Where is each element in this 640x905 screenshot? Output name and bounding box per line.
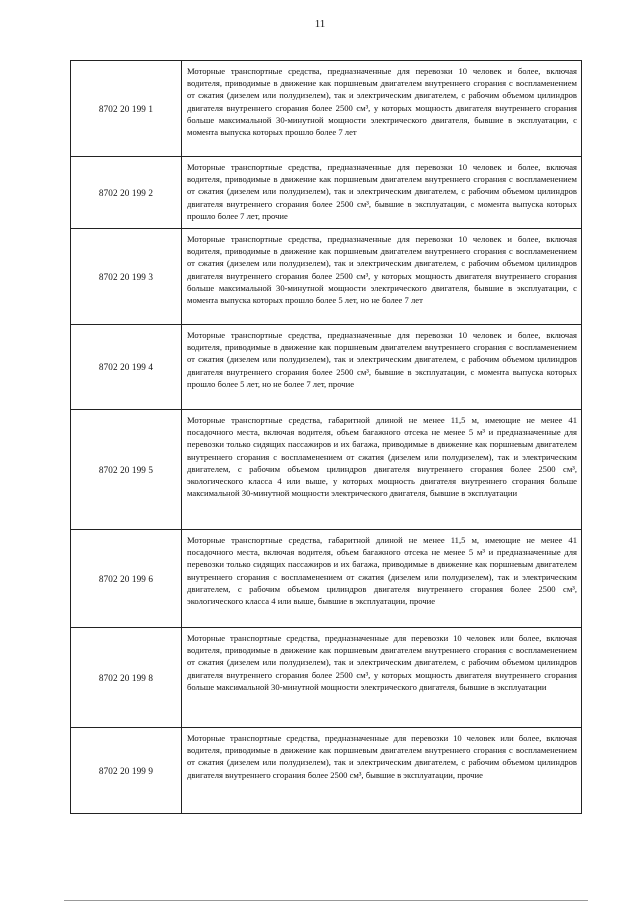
code-cell: 8702 20 199 8: [71, 628, 182, 728]
description-cell: Моторные транспортные средства, габаритной длиной не менее 11,5 м, имеющие не менее 41 посадочного места, включая водителя, объем багажного отсека не менее 5 м³ и предназначенные для перевозки только сидящих пассажиров и их багажа, приводимые в движение как поршневым двигателем внутреннего сгорания с воспламенением от сжатия (дизелем или полудизелем), так и электрическим двигателем, с рабочим объемом цилиндров двигателя внутреннего сгорания более 2500 см³, экологического класса 4 или выше, бывшие в эксплуатации, прочие: [182, 530, 582, 628]
tariff-codes-table: [70, 60, 582, 814]
table-row: [71, 61, 582, 157]
description-cell: Моторные транспортные средства, предназначенные для перевозки 10 человек или более, включая водителя, приводимые в движение как поршневым двигателем внутреннего сгорания с воспламенением от сжатия (дизелем или полудизелем), так и электрическим двигателем, с рабочим объемом цилиндров двигателя внутреннего сгорания более 2500 см³, у которых мощность двигателя внутреннего сгорания больше максимальной 30-минутной мощности электрического двигателя, бывшие в эксплуатации: [182, 628, 582, 728]
description-cell: Моторные транспортные средства, предназначенные для перевозки 10 человек и более, включая водителя, приводимые в движение как поршневым двигателем внутреннего сгорания с воспламенением от сжатия (дизелем или полудизелем), так и электрическим двигателем, с рабочим объемом цилиндров двигателя внутреннего сгорания более 2500 см³, у которых мощность двигателя внутреннего сгорания больше максимальной 30-минутной мощности электрического двигателя, бывшие в эксплуатации, с момента выпуска которых прошло более 5 лет, но не более 7 лет: [182, 229, 582, 325]
description-cell: Моторные транспортные средства, габаритной длиной не менее 11,5 м, имеющие не менее 41 посадочного места, включая водителя, объем багажного отсека не менее 5 м³ и предназначенные для перевозки только сидящих пассажиров и их багажа, приводимые в движение как поршневым двигателем внутреннего сгорания с воспламенением от сжатия (дизелем или полудизелем), так и электрическим двигателем, с рабочим объемом цилиндров двигателя внутреннего сгорания более 2500 см³, экологического класса 4 или выше, у которых мощность двигателя внутреннего сгорания больше максимальной 30-минутной мощности электрического двигателя, бывшие в эксплуатации: [182, 410, 582, 530]
description-cell: Моторные транспортные средства, предназначенные для перевозки 10 человек и более, включая водителя, приводимые в движение как поршневым двигателем внутреннего сгорания с воспламенением от сжатия (дизелем или полудизелем), так и электрическим двигателем, с рабочим объемом цилиндров двигателя внутреннего сгорания более 2500 см³, бывшие в эксплуатации, с момента выпуска которых прошло более 7 лет, прочие: [182, 157, 582, 229]
table-row: [71, 628, 582, 728]
code-cell: 8702 20 199 3: [71, 229, 182, 325]
table-row: [71, 728, 582, 814]
page-number: 11: [314, 18, 326, 30]
table-row: [71, 325, 582, 410]
table-row: [71, 410, 582, 530]
description-cell: Моторные транспортные средства, предназначенные для перевозки 10 человек и более, включая водителя, приводимые в движение как поршневым двигателем внутреннего сгорания с воспламенением от сжатия (дизелем или полудизелем), так и электрическим двигателем, с рабочим объемом цилиндров двигателя внутреннего сгорания более 2500 см³, бывшие в эксплуатации, с момента выпуска которых прошло более 5 лет, но не более 7 лет, прочие: [182, 325, 582, 410]
code-cell: 8702 20 199 6: [71, 530, 182, 628]
table-row: [71, 157, 582, 229]
description-cell: Моторные транспортные средства, предназначенные для перевозки 10 человек и более, включая водителя, приводимые в движение как поршневым двигателем внутреннего сгорания с воспламенением от сжатия (дизелем или полудизелем), так и электрическим двигателем, с рабочим объемом цилиндров двигателя внутреннего сгорания более 2500 см³, у которых мощность двигателя внутреннего сгорания больше максимальной 30-минутной мощности электрического двигателя, бывшие в эксплуатации, с момента выпуска которых прошло более 7 лет: [182, 61, 582, 157]
code-cell: 8702 20 199 1: [71, 61, 182, 157]
table-row: [71, 530, 582, 628]
code-cell: 8702 20 199 2: [71, 157, 182, 229]
code-cell: 8702 20 199 4: [71, 325, 182, 410]
code-cell: 8702 20 199 5: [71, 410, 182, 530]
page-bottom-edge: [64, 900, 588, 901]
description-cell: Моторные транспортные средства, предназначенные для перевозки 10 человек или более, включая водителя, приводимые в движение как поршневым двигателем внутреннего сгорания с воспламенением от сжатия (дизелем или полудизелем), так и электрическим двигателем, с рабочим объемом цилиндров двигателя внутреннего сгорания более 2500 см³, бывшие в эксплуатации, прочие: [182, 728, 582, 814]
table-row: [71, 229, 582, 325]
code-cell: 8702 20 199 9: [71, 728, 182, 814]
